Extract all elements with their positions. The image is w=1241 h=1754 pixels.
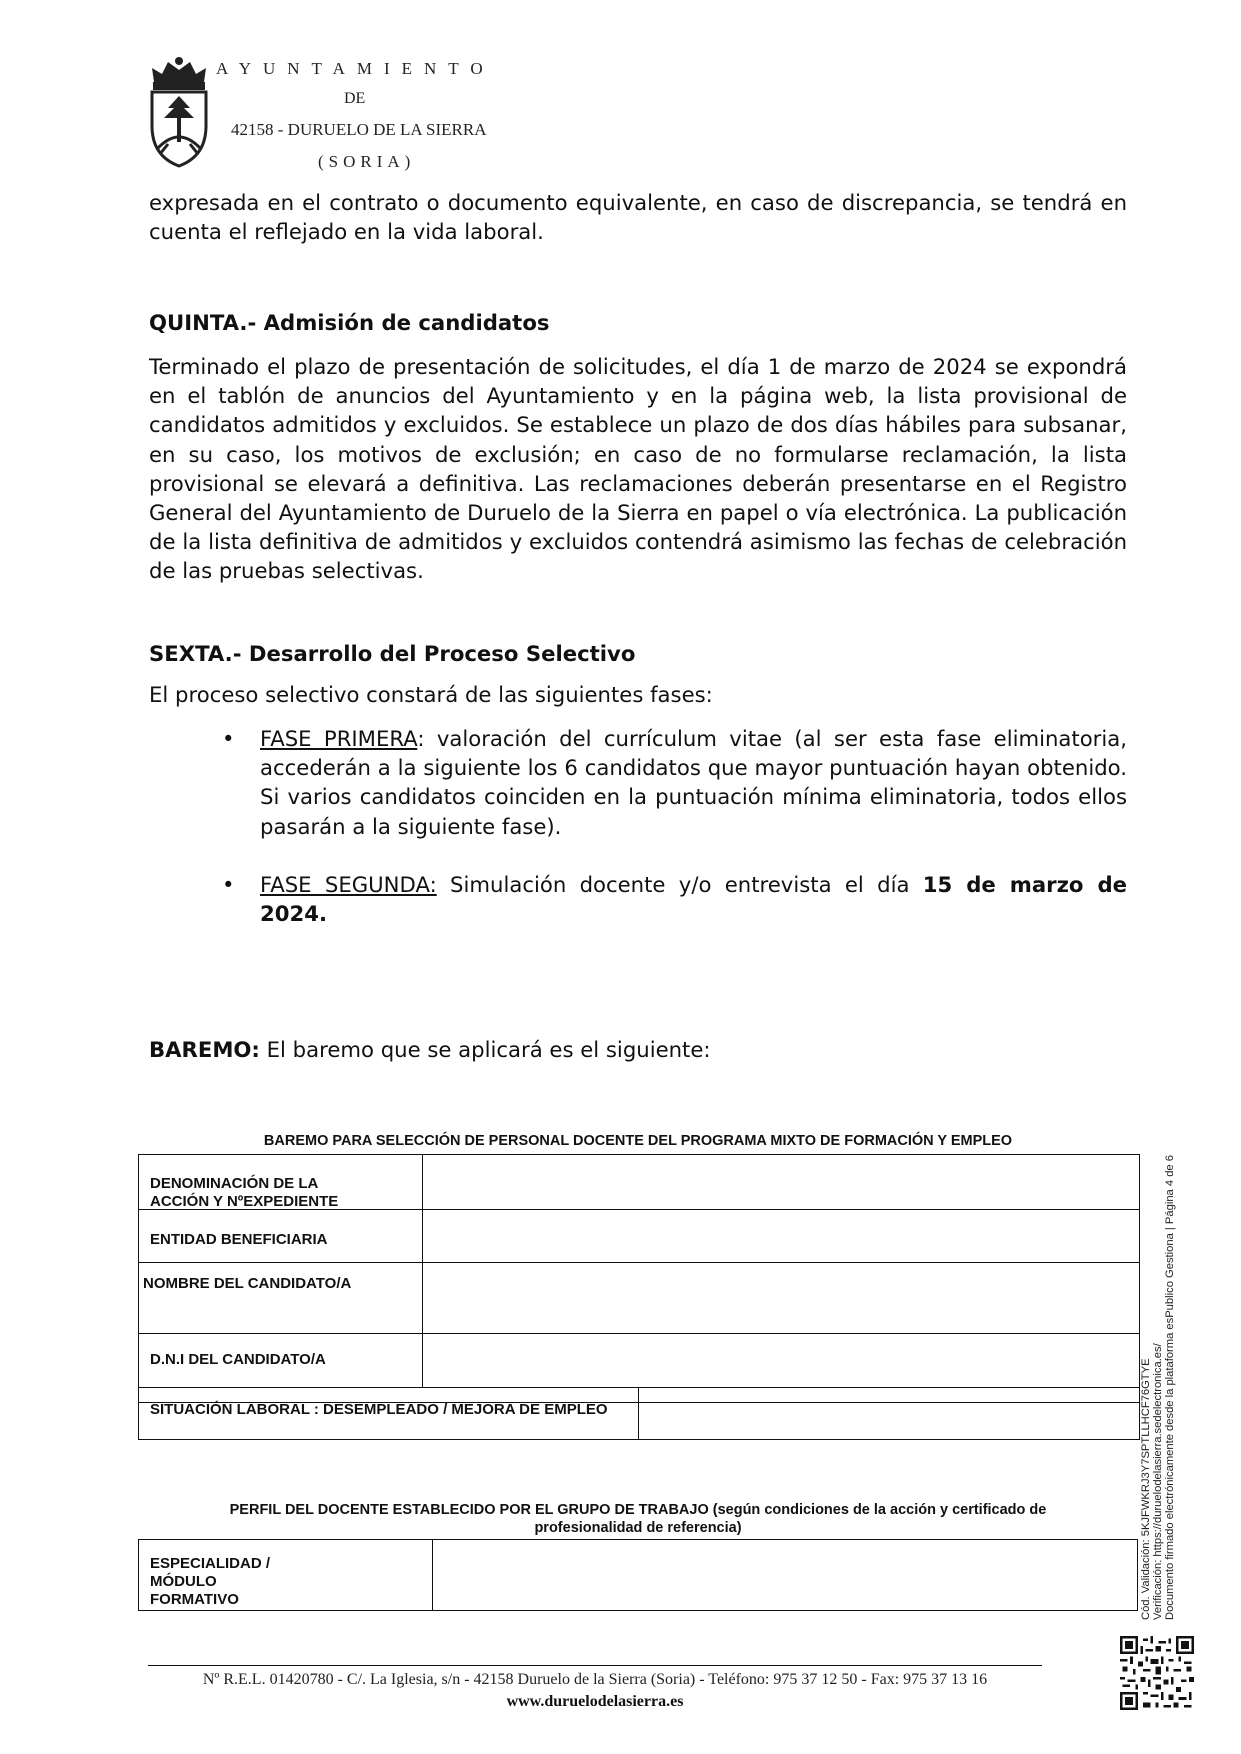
fase1-label: FASE PRIMERA xyxy=(260,726,418,751)
section-sexta-title: SEXTA.- Desarrollo del Proceso Selectivo xyxy=(149,641,636,666)
bullet: • xyxy=(222,726,235,751)
table2 xyxy=(138,1539,1138,1611)
section-quinta-title: QUINTA.- Admisión de candidatos xyxy=(149,310,550,335)
header-de: DE xyxy=(344,90,366,107)
fase1-text: : valoración del currículum vitae (al ser esta fase eliminatoria, accederán a la siguiente los 6 candidatos que mayor puntuación hayan obtenido. Si varios candidatos coinciden en la puntuación mínima eliminatoria, todos ellos pasarán a la siguiente fase). xyxy=(260,726,1127,839)
section-quinta-text: Terminado el plazo de presentación de solicitudes, el día 1 de marzo de 2024 se expondrá en el tablón de anuncios del Ayuntamiento y en la página web, la lista provisional de candidatos admitidos y excluidos. Se establece un plazo de dos días hábiles para subsanar, en su caso, los motivos de exclusión; en caso de no formularse reclamación, la lista provisional se elevará a definitiva. Las reclamaciones deberán presentarse en el Registro General del Ayuntamiento de Duruelo de la Sierra en papel o vía electrónica. La publicación de la lista definitiva de admitidos y excluidos contendrá asimismo las fechas de celebración de las pruebas selectivas. xyxy=(149,354,1127,584)
table1-label-situacion: SITUACIÓN LABORAL : DESEMPLEADO / MEJORA DE EMPLEO xyxy=(150,1401,608,1418)
qr-code-icon xyxy=(1120,1636,1194,1710)
footer-rule xyxy=(148,1665,1042,1666)
table2-label-b: MÓDULO xyxy=(150,1573,217,1590)
bullet: • xyxy=(222,871,235,897)
table1-label-dni: D.N.I DEL CANDIDATO/A xyxy=(150,1351,326,1368)
baremo-label: BAREMO: xyxy=(149,1037,260,1062)
baremo-text: El baremo que se aplicará es el siguiente: xyxy=(259,1037,711,1062)
verification-code: Cód. Validación: 5KJFWKRJ3Y7SPTLLHCF76GTYE xyxy=(1140,1358,1152,1620)
list-item xyxy=(222,870,1127,928)
header-province: (SORIA) xyxy=(318,152,416,171)
section-sexta-intro: El proceso selectivo constará de las siguientes fases: xyxy=(149,682,713,707)
table1-title: BAREMO PARA SELECCIÓN DE PERSONAL DOCENTE DEL PROGRAMA MIXTO DE FORMACIÓN Y EMPLEO xyxy=(263,1133,1013,1149)
coat-of-arms-icon xyxy=(146,56,212,168)
table1-label-accion xyxy=(150,1175,338,1211)
footer-address: Nº R.E.L. 01420780 - C/. La Iglesia, s/n - 42158 Duruelo de la Sierra (Soria) - Teléfono: 975 37 12 50 - Fax: 975 37 13 16 xyxy=(202,1671,988,1688)
intro-continuation: expresada en el contrato o documento equivalente, en caso de discrepancia, se tendrá en cuenta el reflejado en la vida laboral. xyxy=(149,190,1127,245)
table1-row-divider xyxy=(138,1333,1140,1334)
table1-last-row xyxy=(138,1387,1140,1440)
fase2-date: 15 de marzo de 2024. xyxy=(260,871,1127,927)
table2-label-a: ESPECIALIDAD / xyxy=(150,1555,271,1572)
header-title: AYUNTAMIENTO xyxy=(216,59,495,78)
table2-col-divider xyxy=(432,1539,433,1611)
fases-list xyxy=(222,724,1127,957)
fase2-text: Simulación docente y/o entrevista el día xyxy=(436,871,923,897)
list-item xyxy=(222,724,1127,841)
header-address: 42158 - DURUELO DE LA SIERRA xyxy=(231,120,487,139)
table2-title-b: profesionalidad de referencia) xyxy=(534,1520,742,1536)
footer-website: www.duruelodelasierra.es xyxy=(506,1693,684,1710)
table1-label-entidad: ENTIDAD BENEFICIARIA xyxy=(150,1231,328,1248)
table2-label-especialidad xyxy=(150,1555,270,1609)
table1-col-divider xyxy=(638,1388,639,1439)
verification-url: Verificación: https://duruelodelasierra.sedelectronica.es/ xyxy=(1152,1343,1165,1620)
verification-sidebar xyxy=(1140,1155,1177,1620)
table1-label-nombre: NOMBRE DEL CANDIDATO/A xyxy=(143,1275,352,1292)
signature-note: Documento firmado electrónicamente desde la plataforma esPublico Gestiona | Página 4 de 6 xyxy=(1164,1155,1177,1620)
baremo-intro xyxy=(149,1035,1127,1064)
table1-label-accion-a: DENOMINACIÓN DE LA xyxy=(150,1175,319,1192)
table1-label-accion-b: ACCIÓN Y NºEXPEDIENTE xyxy=(150,1193,339,1210)
table2-label-c: FORMATIVO xyxy=(150,1591,239,1608)
table1-col-divider xyxy=(422,1154,423,1388)
fase2-label: FASE SEGUNDA: xyxy=(260,871,437,897)
table1-row-divider xyxy=(138,1262,1140,1263)
table2-title-a: PERFIL DEL DOCENTE ESTABLECIDO POR EL GRUPO DE TRABAJO (según condiciones de la acción y certificado de xyxy=(229,1502,1047,1518)
